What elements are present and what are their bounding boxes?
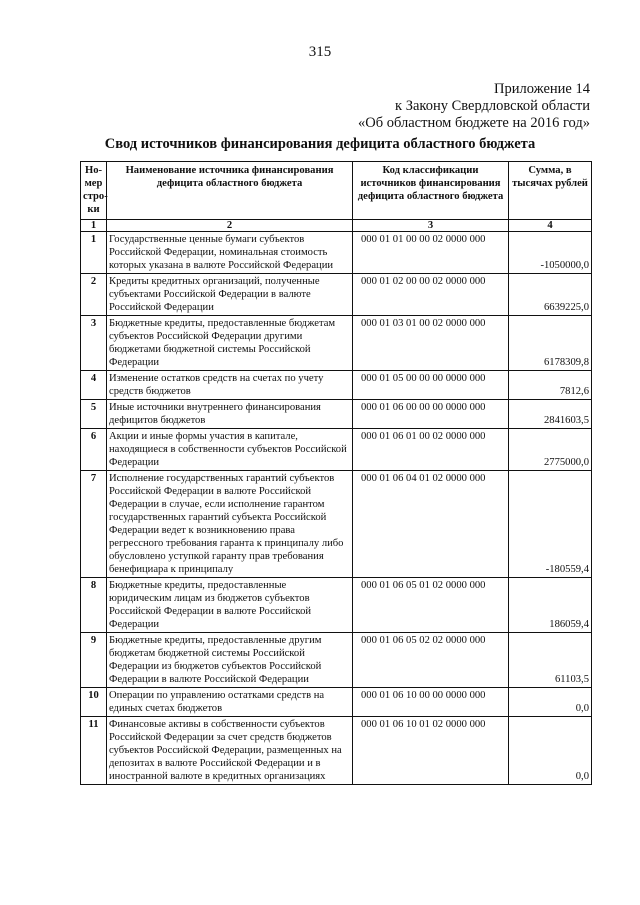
row-number: 8 [81,578,107,633]
amount: 7812,6 [509,371,592,400]
source-name: Акции и иные формы участия в капитале, находящиеся в собственности субъектов Российской Федерации [107,429,353,471]
classification-code: 000 01 06 01 00 02 0000 000 [353,429,509,471]
classification-code: 000 01 06 00 00 00 0000 000 [353,400,509,429]
row-number: 3 [81,316,107,371]
header-classification-code: Код классификации источников финансирования дефицита областного бюджета [353,162,509,220]
amount: -1050000,0 [509,232,592,274]
table-row [81,400,592,429]
classification-code: 000 01 06 05 02 02 0000 000 [353,633,509,688]
source-name: Государственные ценные бумаги субъектов Российской Федерации, номинальная стоимость которых указана в валюте Российской Федерации [107,232,353,274]
row-number: 10 [81,688,107,717]
table-row [81,232,592,274]
table-body [81,232,592,785]
appendix-note [358,81,590,132]
amount: 0,0 [509,717,592,785]
column-index: 3 [353,220,509,232]
table-row [81,274,592,316]
appendix-line-3: «Об областном бюджете на 2016 год» [358,115,590,131]
classification-code: 000 01 05 00 00 00 0000 000 [353,371,509,400]
amount: 0,0 [509,688,592,717]
classification-code: 000 01 06 05 01 02 0000 000 [353,578,509,633]
row-number: 6 [81,429,107,471]
source-name: Бюджетные кредиты, предоставленные бюджетам субъектов Российской Федерации другими бюджетами бюджетной системы Российской Федерации [107,316,353,371]
classification-code: 000 01 02 00 00 02 0000 000 [353,274,509,316]
row-number: 1 [81,232,107,274]
amount: -180559,4 [509,471,592,578]
document-title: Свод источников финансирования дефицита областного бюджета [104,136,536,152]
row-number: 2 [81,274,107,316]
appendix-line-1: Приложение 14 [494,81,590,97]
classification-code: 000 01 06 10 01 02 0000 000 [353,717,509,785]
financing-sources-table [80,161,592,785]
row-number: 7 [81,471,107,578]
page-number: 315 [308,44,332,60]
amount: 61103,5 [509,633,592,688]
amount: 2775000,0 [509,429,592,471]
source-name: Бюджетные кредиты, предоставленные другим бюджетам бюджетной системы Российской Федерации из бюджетов субъектов Российской Федерации в валюте Российской Федерации [107,633,353,688]
table-row [81,633,592,688]
table-row [81,717,592,785]
column-index: 4 [509,220,592,232]
row-number: 9 [81,633,107,688]
row-number: 4 [81,371,107,400]
row-number: 11 [81,717,107,785]
source-name: Бюджетные кредиты, предоставленные юридическим лицам из бюджетов субъектов Российской Федерации в валюте Российской Федерации [107,578,353,633]
table-row [81,316,592,371]
source-name: Изменение остатков средств на счетах по учету средств бюджетов [107,371,353,400]
amount: 6178309,8 [509,316,592,371]
header-row-number: Но-мер стро-ки [81,162,107,220]
source-name: Иные источники внутреннего финансирования дефицитов бюджетов [107,400,353,429]
header-source-name: Наименование источника финансирования дефицита областного бюджета [107,162,353,220]
classification-code: 000 01 06 04 01 02 0000 000 [353,471,509,578]
source-name: Операции по управлению остатками средств на единых счетах бюджетов [107,688,353,717]
amount: 2841603,5 [509,400,592,429]
table-row [81,688,592,717]
table-row [81,429,592,471]
amount: 6639225,0 [509,274,592,316]
table-row [81,371,592,400]
table-header-row [81,162,592,220]
appendix-line-2: к Закону Свердловской области [395,98,590,114]
classification-code: 000 01 03 01 00 02 0000 000 [353,316,509,371]
classification-code: 000 01 01 00 00 02 0000 000 [353,232,509,274]
table-row [81,471,592,578]
column-index-row [81,220,592,232]
column-index: 2 [107,220,353,232]
row-number: 5 [81,400,107,429]
table-row [81,578,592,633]
column-index: 1 [81,220,107,232]
classification-code: 000 01 06 10 00 00 0000 000 [353,688,509,717]
source-name: Кредиты кредитных организаций, полученные субъектами Российской Федерации в валюте Российской Федерации [107,274,353,316]
amount: 186059,4 [509,578,592,633]
source-name: Исполнение государственных гарантий субъектов Российской Федерации в валюте Российской Федерации в случае, если исполнение гарантом государственных гарантий субъекта Российской Федерации ведет к возникновению права регрессного требования гаранта к принципалу либо обусловлено уступкой гаранту прав требования бенефициара к принципалу [107,471,353,578]
source-name: Финансовые активы в собственности субъектов Российской Федерации за счет средств бюджетов субъектов Российской Федерации, размещенных на депозитах в валюте Российской Федерации и в иностранной валюте в кредитных организациях [107,717,353,785]
header-amount: Сумма, в тысячах рублей [509,162,592,220]
